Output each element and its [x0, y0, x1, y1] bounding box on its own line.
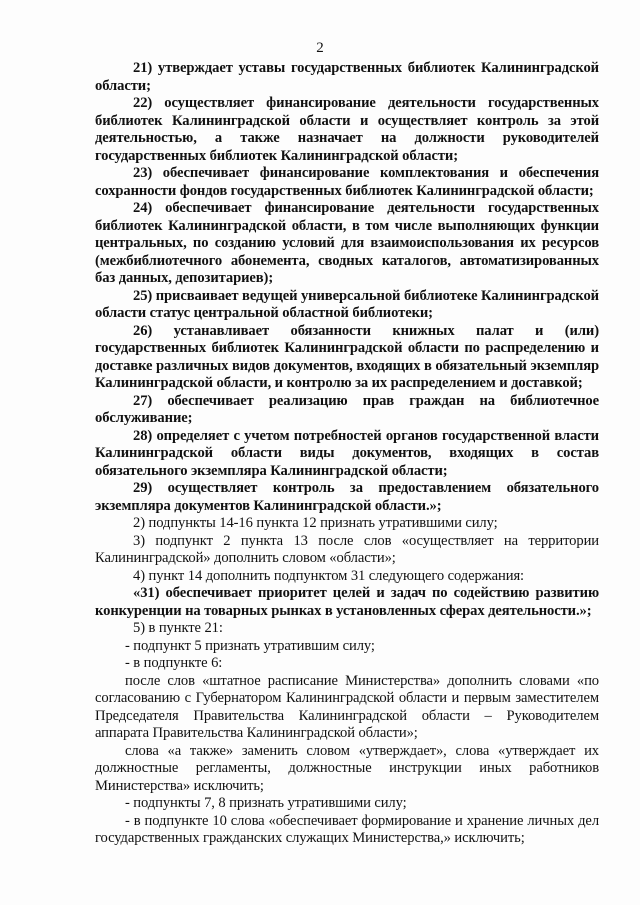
paragraph-26: 26) устанавливает обязанности книжных палат и (или) государственных библиотек Калининградской области по распределению и доставке различных видов документов, входящих в обязательный экземпляр Калининградской области, и контролю за их распределением и доставкой;	[95, 322, 599, 391]
paragraph-28: 28) определяет с учетом потребностей органов государственной власти Калининградской области виды документов, входящих в состав обязательного экземпляра Калининградской области;	[95, 427, 599, 479]
subitem-7-8-repeal: - подпункты 7, 8 признать утратившими силу;	[125, 795, 407, 811]
paragraph-24: 24) обеспечивает финансирование деятельности государственных библиотек Калининградской области, в том числе выполняющих функции центральных, по созданию условий для взаимоиспользования их ресурсов (межбиблиотечного абонемента, сводных каталогов, автоматизированных баз данных, депозитариев);	[95, 200, 599, 286]
amendment-item-4: 4) пункт 14 дополнить подпунктом 31 следующего содержания:	[133, 567, 525, 584]
paragraph-23: 23) обеспечивает финансирование комплектования и обеспечения сохранности фондов государственных библиотек Калининградской области;	[95, 165, 599, 199]
amendment-item-2: 2) подпункты 14-16 пункта 12 признать утратившими силу;	[133, 515, 498, 531]
paragraph-21: 21) утверждает уставы государственных библиотек Калининградской области;	[95, 60, 599, 94]
amendment-item-5: 5) в пункте 21:	[133, 620, 223, 636]
paragraph-31: «31) обеспечивает приоритет целей и задач по содействию развитию конкуренции на товарных рынках в установленных сферах деятельности.»;	[95, 585, 599, 619]
paragraph-29: 29) осуществляет контроль за предоставлением обязательного экземпляра документов Калининградской области.»;	[95, 480, 599, 514]
paragraph-25: 25) присваивает ведущей универсальной библиотеке Калининградской области статус центральной областной библиотеки;	[95, 287, 599, 321]
paragraph-22: 22) осуществляет финансирование деятельности государственных библиотек Калининградской области и осуществляет контроль за этой деятельностью, а также назначает на должности руководителей государственных библиотек Калининградской области;	[95, 95, 599, 164]
page-number: 2	[316, 40, 324, 56]
amendment-item-3: 3) подпункт 2 пункта 13 после слов «осуществляет на территории Калининградской» дополнить словом «области»;	[95, 532, 599, 566]
subitem-10: - в подпункте 10 слова «обеспечивает формирование и хранение личных дел государственных гражданских служащих Министерства,» исключить;	[95, 812, 599, 846]
paragraph-27: 27) обеспечивает реализацию прав граждан на библиотечное обслуживание;	[95, 392, 599, 426]
subitem-6-header: - в подпункте 6:	[125, 655, 223, 671]
document-body	[95, 60, 599, 848]
subitem-6-clause-2: слова «а также» заменить словом «утверждает», слова «утверждает их должностные регламенты, должностные инструкции иных работников Министерства» исключить;	[95, 742, 599, 794]
subitem-6-clause-1: после слов «штатное расписание Министерства» дополнить словами «по согласованию с Губернатором Калининградской области и первым заместителем Председателя Правительства Калининградской области – Руководителем аппарата Правительства Калининградской области»;	[95, 672, 599, 741]
subitem-5-repeal: - подпункт 5 признать утратившим силу;	[125, 637, 375, 654]
